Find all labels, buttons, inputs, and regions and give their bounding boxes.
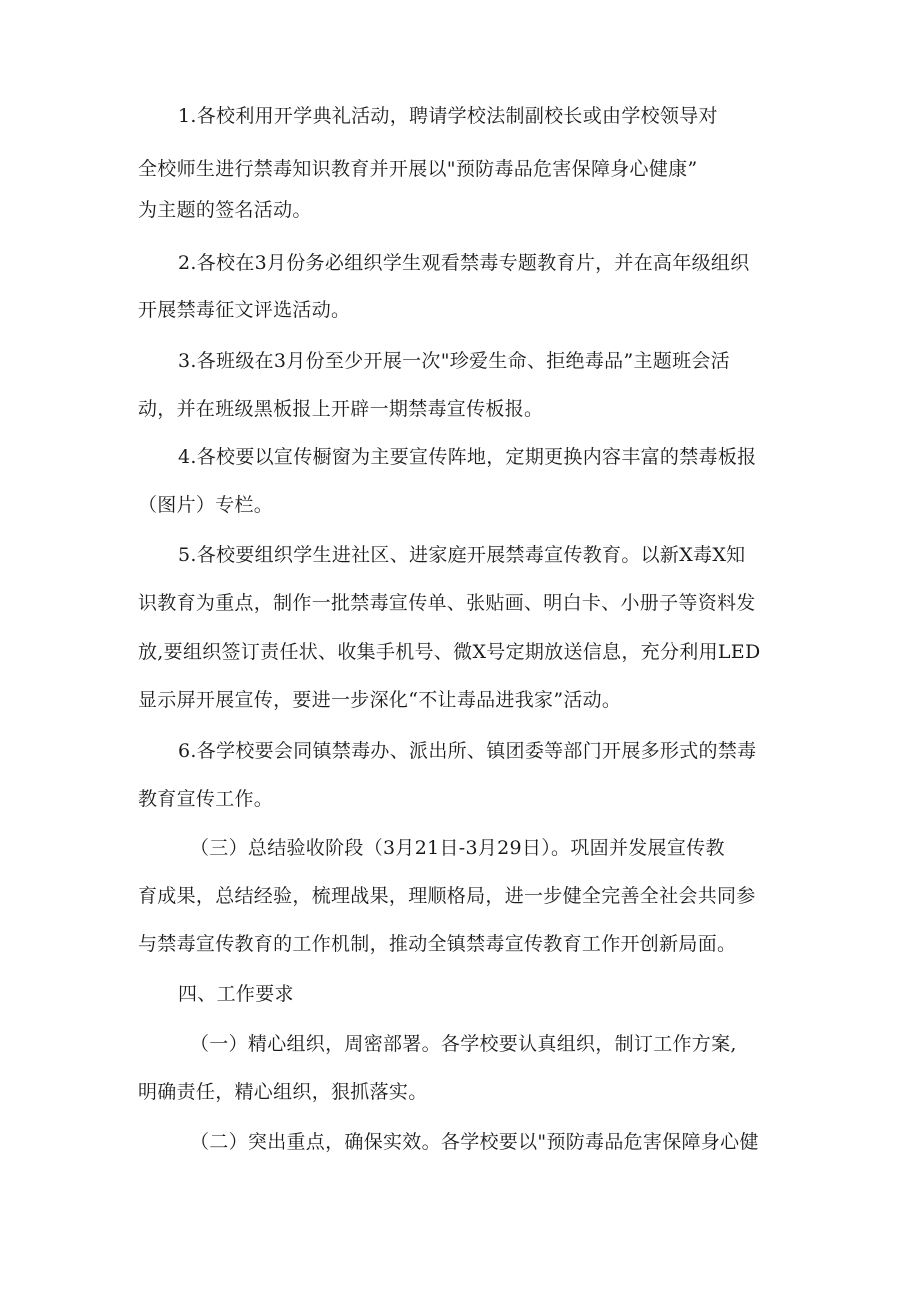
paragraph-line: （二）突出重点，确保实效。各学校要以"预防毒品危害保障身心健: [190, 1131, 759, 1153]
paragraph-line: 识教育为重点，制作一批禁毒宣传单、张贴画、明白卡、小册子等资料发: [138, 592, 756, 614]
paragraph-line: 1.各校利用开学典礼活动，聘请学校法制副校长或由学校领导对: [178, 105, 718, 127]
paragraph-line: 明确责任，精心组织，狠抓落实。: [138, 1081, 428, 1103]
paragraph-line: 显示屏开展宣传，要进一步深化“不让毒品进我家”活动。: [138, 689, 622, 711]
paragraph-line: 为主题的签名活动。: [138, 199, 312, 221]
paragraph-line: 与禁毒宣传教育的工作机制，推动全镇禁毒宣传教育工作开创新局面。: [138, 933, 737, 955]
paragraph-line: （一）精心组织，周密部署。各学校要认真组织，制订工作方案,: [190, 1033, 737, 1055]
paragraph-line: 5.各校要组织学生进社区、进家庭开展禁毒宣传教育。以新X毒X知: [178, 544, 746, 566]
paragraph-line: 开展禁毒征文评选活动。: [138, 299, 351, 321]
section-heading: 四、工作要求: [178, 983, 294, 1005]
paragraph-line: 教育宣传工作。: [138, 788, 274, 810]
paragraph-line: 3.各班级在3月份至少开展一次"珍爱生命、拒绝毒品”主题班会活: [178, 350, 730, 372]
paragraph-line: 全校师生进行禁毒知识教育并开展以"预防毒品危害保障身心健康”: [138, 158, 698, 180]
paragraph-line: （三）总结验收阶段（3月21日-3月29日）。巩固并发展宣传教: [190, 837, 725, 859]
paragraph-line: （图片）专栏。: [138, 494, 274, 516]
paragraph-line: 育成果，总结经验，梳理战果，理顺格局，进一步健全完善全社会共同参: [138, 885, 756, 907]
paragraph-line: 放,要组织签订责任状、收集手机号、微X号定期放送信息，充分利用LED: [138, 641, 761, 663]
paragraph-line: 动，并在班级黑板报上开辟一期禁毒宣传板报。: [138, 398, 544, 420]
paragraph-line: 6.各学校要会同镇禁毒办、派出所、镇团委等部门开展多形式的禁毒: [178, 740, 757, 762]
paragraph-line: 2.各校在3月份务必组织学生观看禁毒专题教育片，并在高年级组织: [178, 252, 750, 274]
paragraph-line: 4.各校要以宣传橱窗为主要宣传阵地，定期更换内容丰富的禁毒板报: [178, 446, 757, 468]
